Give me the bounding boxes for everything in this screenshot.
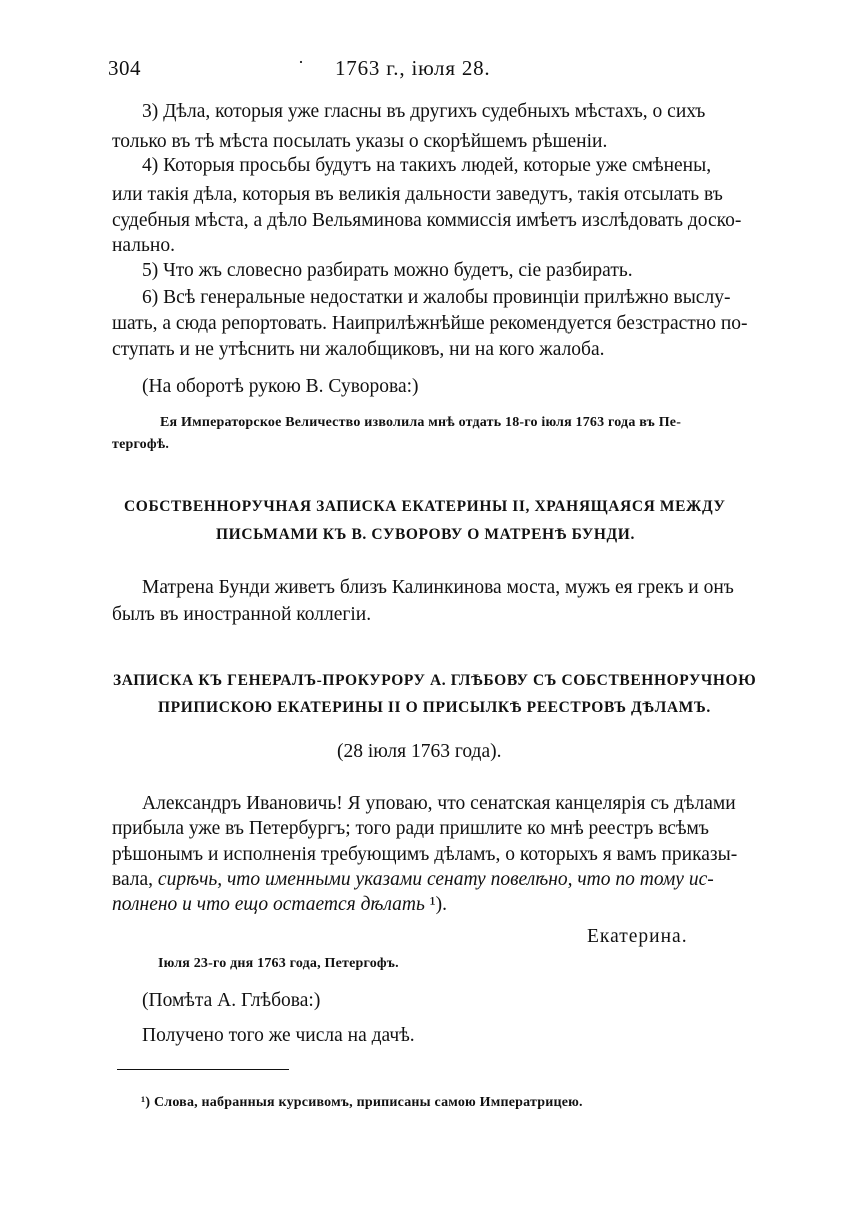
footnote-rule xyxy=(117,1069,289,1070)
item-6-line-3: ступать и не утѣснить ни жалобщиковъ, ни на кого жалоба. xyxy=(112,339,605,360)
page-number: 304 xyxy=(108,56,141,80)
item-4-line-1: 4) Которыя просьбы будутъ на такихъ людей, которые уже смѣнены, xyxy=(142,155,712,176)
dateline: Іюля 23-го дня 1763 года, Петергофъ. xyxy=(158,956,399,971)
signature: Екатерина. xyxy=(587,926,688,947)
section2-heading-line-1: СОБСТВЕННОРУЧНАЯ ЗАПИСКА ЕКАТЕРИНЫ II, ХРАНЯЩАЯСЯ МЕЖДУ xyxy=(124,498,726,515)
footnote xyxy=(141,1095,583,1111)
footnote-marker: ¹ xyxy=(141,1095,146,1110)
glebov-note-label: (Помѣта А. Глѣбова:) xyxy=(142,990,321,1011)
letter-line-4-start: вала, xyxy=(112,869,154,890)
section2-text-line-1: Матрена Бунди живетъ близъ Калинкинова моста, мужъ ея грекъ и онъ xyxy=(142,577,734,598)
section3-heading-line-1: ЗАПИСКА КЪ ГЕНЕРАЛЪ-ПРОКУРОРУ А. ГЛѢБОВУ СЪ СОБСТВЕННОРУЧНОЮ xyxy=(113,672,757,689)
letter-line-5-italic: полнено и что ещо остается дѣлать xyxy=(112,894,425,915)
letter-line-3: рѣшонымъ и исполненія требующимъ дѣламъ, о которыхъ я вамъ приказы- xyxy=(112,844,738,865)
letter-line-5-end: ). xyxy=(435,894,447,915)
item-4-line-4: нально. xyxy=(112,235,175,256)
footnote-ref: ¹ xyxy=(429,894,436,915)
section2-heading-line-2: ПИСЬМАМИ КЪ В. СУВОРОВУ О МАТРЕНѢ БУНДИ. xyxy=(216,526,635,543)
letter-line-5 xyxy=(112,890,447,920)
header-dot: · xyxy=(298,52,304,72)
letter-line-2: прибыла уже въ Петербургъ; того ради пришлите ко мнѣ реестръ всѣмъ xyxy=(112,818,709,839)
item-4-line-2: или такія дѣла, которыя въ великія дальности заведутъ, такія отсылать въ xyxy=(112,184,723,205)
reverse-note: (На оборотѣ рукою В. Суворова:) xyxy=(142,376,419,397)
item-4-line-3: судебныя мѣста, а дѣло Вельяминова коммиссія имѣетъ изслѣдовать доско- xyxy=(112,210,742,231)
item-3-line-2: только въ тѣ мѣста посылать указы о скорѣйшемъ рѣшеніи. xyxy=(112,131,608,152)
letter-line-1: Александръ Ивановичь! Я уповаю, что сенатская канцелярія съ дѣлами xyxy=(142,793,736,814)
letter-line-4-italic: сирѣчь, что именными указами сенату повелѣно, что по тому ис- xyxy=(157,869,714,890)
letter-date: (28 іюля 1763 года). xyxy=(337,741,502,762)
footnote-text: ) Слова, набранныя курсивомъ, приписаны самою Императрицею. xyxy=(145,1095,583,1110)
item-3-line-1: 3) Дѣла, которыя уже гласны въ другихъ судебныхъ мѣстахъ, о сихъ xyxy=(142,101,706,122)
item-6-line-1: 6) Всѣ генеральные недостатки и жалобы провинціи прилѣжно выслу- xyxy=(142,287,731,308)
section2-text-line-2: былъ въ иностранной коллегіи. xyxy=(112,604,372,625)
glebov-note-text: Получено того же числа на дачѣ. xyxy=(142,1025,415,1046)
section3-heading-line-2: ПРИПИСКОЮ ЕКАТЕРИНЫ II О ПРИСЫЛКѢ РЕЕСТРОВЪ ДѢЛАМЪ. xyxy=(158,699,711,716)
received-line-2: тергофѣ. xyxy=(112,437,170,452)
item-6-line-2: шать, а сюда репортовать. Наиприлѣжнѣйше рекомендуется безстрастно по- xyxy=(112,313,748,334)
received-line-1: Ея Императорское Величество изволила мнѣ отдать 18-го іюля 1763 года въ Пе- xyxy=(160,415,682,430)
item-5: 5) Что жъ словесно разбирать можно будетъ, сіе разбирать. xyxy=(142,260,633,281)
running-title: 1763 г., іюля 28. xyxy=(335,56,491,80)
